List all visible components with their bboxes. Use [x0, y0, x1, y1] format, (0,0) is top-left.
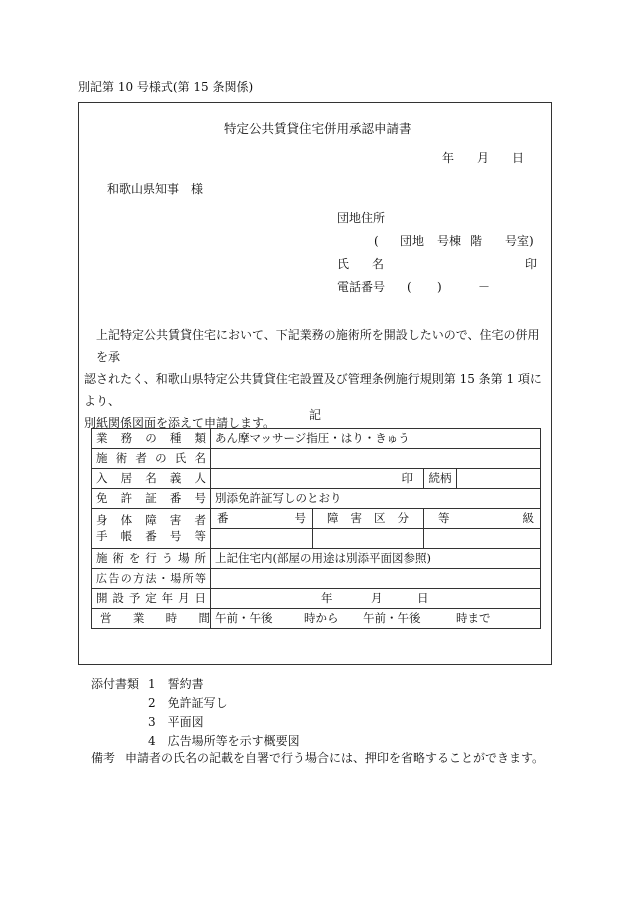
name-label-1: 氏 — [337, 257, 350, 271]
business-type-label: 業務の種類 — [92, 429, 211, 449]
attachment-item: 2 免許証写し — [148, 696, 228, 710]
address-label: 団地住所 — [337, 211, 386, 225]
hours-until: 時まで — [456, 611, 491, 625]
remarks-label: 備考 — [91, 751, 116, 765]
table-row — [92, 509, 541, 529]
disability-class-field[interactable] — [313, 529, 424, 549]
table-row — [92, 429, 541, 449]
table-row — [92, 569, 541, 589]
address-goto: 号棟 — [437, 234, 462, 248]
application-text-line-3: 別紙関係図面を添えて申請します。 — [84, 416, 276, 430]
opening-year: 年 — [321, 591, 333, 605]
ki-heading: 記 — [309, 408, 322, 422]
detail-table — [91, 428, 541, 629]
disability-grade-header: 等 級 — [424, 509, 541, 529]
table-row — [92, 469, 541, 489]
disability-label: 身体障害者 手帳番号等 — [92, 509, 211, 549]
address-kai: 階 — [470, 234, 483, 248]
table-row — [92, 589, 541, 609]
attachment-item: 4 広告場所等を示す概要図 — [148, 734, 300, 748]
opening-day: 日 — [417, 591, 429, 605]
table-row — [92, 449, 541, 469]
practitioner-name-label: 施術者の氏名 — [92, 449, 211, 469]
opening-month: 月 — [371, 591, 383, 605]
phone-label: 電話番号 — [337, 280, 386, 294]
date-year: 年 — [442, 151, 455, 165]
date-day: 日 — [512, 151, 525, 165]
disability-number-field[interactable] — [211, 529, 313, 549]
address-goshitsu: 号室) — [505, 234, 534, 248]
name-label-2: 名 — [372, 257, 385, 271]
date-month: 月 — [477, 151, 490, 165]
address-open-paren: ( — [374, 234, 379, 248]
application-text-line-1: 上記特定公共賃貸住宅において、下記業務の施術所を開設したいので、住宅の併用を承 — [96, 328, 540, 364]
attachment-item: 3 平面図 — [148, 715, 204, 729]
attachments-label: 添付書類 — [91, 677, 140, 691]
form-number: 別記第 10 号様式(第 15 条関係) — [78, 80, 254, 94]
remarks — [91, 752, 544, 764]
resident-name-label: 入居名義人 — [92, 469, 211, 489]
location-value: 上記住宅内(部屋の用途は別添平面図参照) — [211, 549, 541, 569]
resident-name-field[interactable] — [211, 469, 424, 489]
license-value: 別添免許証写しのとおり — [211, 489, 541, 509]
hours-from: 時から — [304, 611, 339, 625]
resident-seal: 印 — [401, 470, 413, 485]
relationship-label: 続柄 — [424, 469, 457, 489]
hours-field[interactable] — [211, 609, 541, 629]
application-text-line-2: 認されたく、和歌山県特定公共賃貸住宅設置及び管理条例施行規則第 15 条第 1 項により、 — [84, 372, 542, 408]
addressee: 和歌山県知事 様 — [107, 182, 204, 196]
business-type-value: あん摩マッサージ指圧・はり・きゅう — [211, 429, 541, 449]
advert-field[interactable] — [211, 569, 541, 589]
location-label: 施術を行う場所 — [92, 549, 211, 569]
phone-close-paren: ) — [437, 280, 442, 294]
opening-date-field[interactable] — [211, 589, 541, 609]
disability-number-header: 番 号 — [211, 509, 313, 529]
hours-ampm-2: 午前・午後 — [363, 611, 421, 625]
practitioner-name-field[interactable] — [211, 449, 541, 469]
opening-date-label: 開設予定年月日 — [92, 589, 211, 609]
disability-class-header: 障害区分 — [313, 509, 424, 529]
advert-label: 広告の方法・場所等 — [92, 569, 211, 589]
remarks-text: 申請者の氏名の記載を自署で行う場合には、押印を省略することができます。 — [125, 751, 545, 765]
applicant-seal: 印 — [525, 257, 538, 271]
table-row — [92, 489, 541, 509]
table-row — [92, 609, 541, 629]
license-label: 免許証番号 — [92, 489, 211, 509]
table-row — [92, 549, 541, 569]
phone-dash: － — [478, 280, 491, 294]
relationship-field[interactable] — [457, 469, 541, 489]
hours-label: 営業時間 — [92, 609, 211, 629]
address-danchi: 団地 — [400, 234, 425, 248]
disability-grade-field[interactable] — [424, 529, 541, 549]
hours-ampm-1: 午前・午後 — [215, 611, 273, 625]
attachment-item: 1 誓約書 — [148, 677, 204, 691]
form-title: 特定公共賃貸住宅併用承認申請書 — [224, 121, 412, 136]
phone-open-paren: ( — [407, 280, 412, 294]
